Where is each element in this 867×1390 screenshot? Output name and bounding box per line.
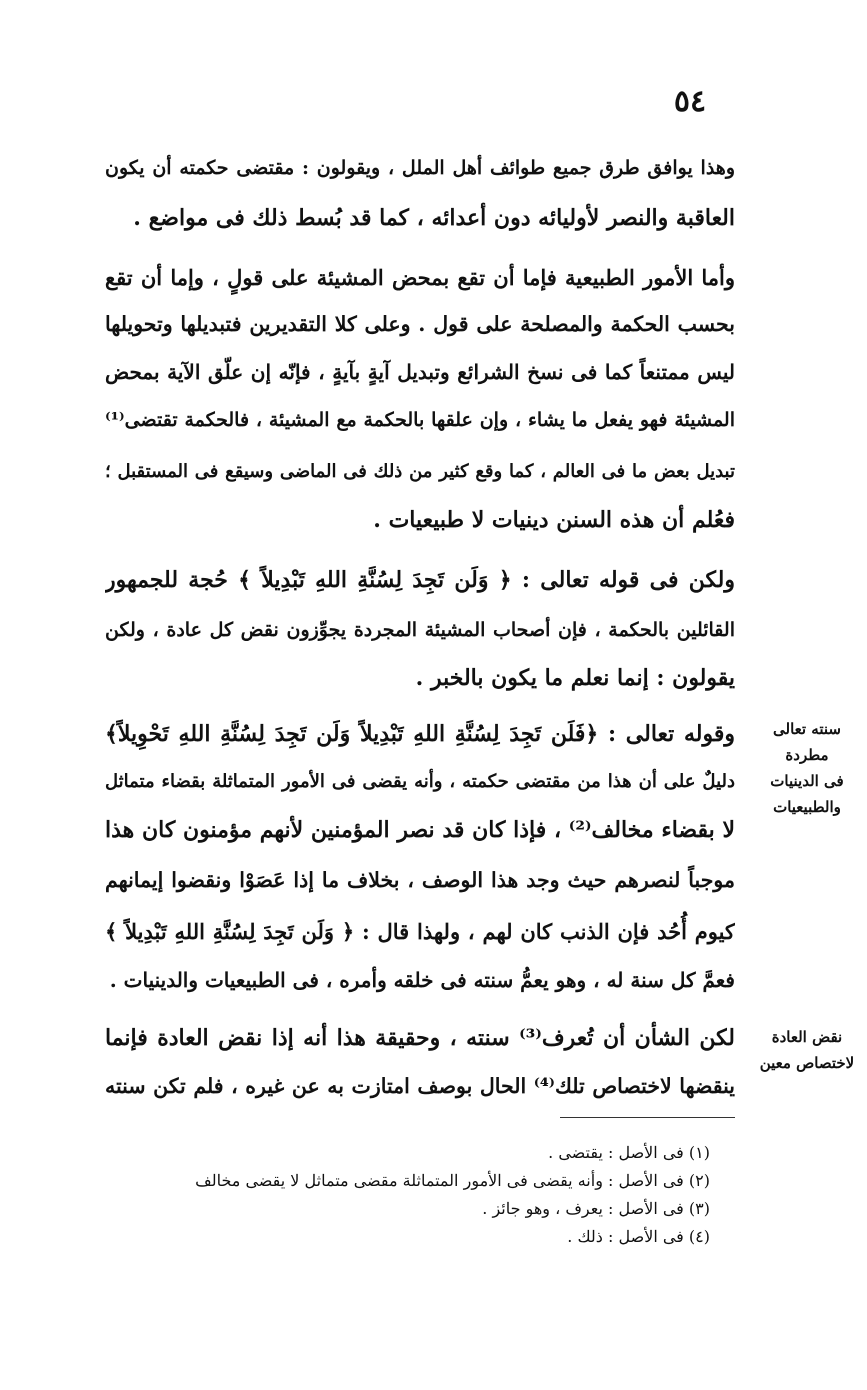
margin-note-line: نقض العادة: [771, 1028, 843, 1046]
text-line: دليلٌ على أن هذا من مقتضى حكمته ، وأنه يقضى فى الأمور المتماثلة بقضاء متماثل: [105, 771, 735, 792]
text-line: وقوله تعالى : ﴿فَلَن تَجِدَ لِسُنَّةِ اللهِ تَبْدِيلاً وَلَن تَجِدَ لِسُنَّةِ اللهِ تَحْوِيلاً﴾: [105, 721, 735, 747]
footnote-separator: [560, 1117, 735, 1118]
text-line: وأما الأمور الطبيعية فإما أن تقع بمحض المشيئة على قولٍ ، وإما أن تقع: [105, 265, 735, 290]
text-line: ليس ممتنعاً كما فى نسخ الشرائع وتبديل آيةٍ بآيةٍ ، فإنّه إن علّق الآية بمحض: [105, 360, 735, 384]
text-line: لكن الشأن أن تُعرف⁽³⁾ سنته ، وحقيقة هذا أنه إذا نقض العادة فإنما: [105, 1025, 735, 1051]
text-line: لا بقضاء مخالف⁽²⁾ ، فإذا كان قد نصر المؤمنين لأنهم مؤمنون كان هذا: [105, 817, 735, 843]
text-line: بحسب الحكمة والمصلحة على قول . وعلى كلا التقديرين فتبديلها وتحويلها: [105, 312, 735, 336]
text-line: القائلين بالحكمة ، فإن أصحاب المشيئة المجردة يجوِّزون نقض كل عادة ، ولكن: [105, 619, 735, 641]
text-line: موجباً لنصرهم حيث وجد هذا الوصف ، بخلاف ما إذا عَصَوْا ونقضوا إيمانهم: [105, 868, 735, 892]
margin-note-line: لاختصاص معين: [759, 1054, 855, 1072]
footnote: (١) فى الأصل : يقتضى .: [548, 1143, 710, 1162]
text-line: تبديل بعض ما فى العالم ، كما وقع كثير من ذلك فى الماضى وسيقع فى المستقبل ؛: [105, 461, 735, 482]
text-line: فعُلم أن هذه السنن دينيات لا طبيعيات .: [373, 507, 735, 533]
text-line: ينقضها لاختصاص تلك⁽⁴⁾ الحال بوصف امتازت به عن غيره ، فلم تكن سنته: [105, 1074, 735, 1098]
footnote: (٣) فى الأصل : يعرف ، وهو جائز .: [482, 1199, 710, 1218]
text-line: يقولون : إنما نعلم ما يكون بالخبر .: [415, 665, 735, 691]
footnote: (٢) فى الأصل : وأنه يقضى فى الأمور المتماثلة مقضى متماثل لا يقضى مخالف: [195, 1171, 710, 1190]
margin-note-sunna: [751, 716, 863, 820]
text-line: كيوم أُحُد فإن الذنب كان لهم ، ولهذا قال : ﴿ وَلَن تَجِدَ لِسُنَّةِ اللهِ تَبْدِيلاً ﴾: [105, 919, 735, 944]
margin-note-line: سنته تعالى مطردة: [773, 720, 841, 764]
text-line: العاقبة والنصر لأوليائه دون أعدائه ، كما قد بُسط ذلك فى مواضع .: [133, 205, 735, 231]
text-line: المشيئة فهو يفعل ما يشاء ، وإن علقها بالحكمة مع المشيئة ، فالحكمة تقتضى⁽¹⁾: [105, 409, 735, 431]
margin-note-custom: [751, 1024, 863, 1076]
margin-note-line: والطبيعيات: [773, 798, 841, 816]
footnote: (٤) فى الأصل : ذلك .: [567, 1227, 710, 1246]
text-line: وهذا يوافق طرق جميع طوائف أهل الملل ، ويقولون : مقتضى حكمته أن يكون: [105, 157, 735, 179]
page-number: ٥٤: [673, 84, 707, 119]
text-line: فعمَّ كل سنة له ، وهو يعمُّ سنته فى خلقه وأمره ، فى الطبيعيات والدينيات .: [109, 968, 735, 992]
text-line: ولكن فى قوله تعالى : ﴿ وَلَن تَجِدَ لِسُنَّةِ اللهِ تَبْدِيلاً ﴾ حُجة للجمهور: [105, 567, 735, 593]
margin-note-line: فى الدينيات: [770, 772, 844, 790]
